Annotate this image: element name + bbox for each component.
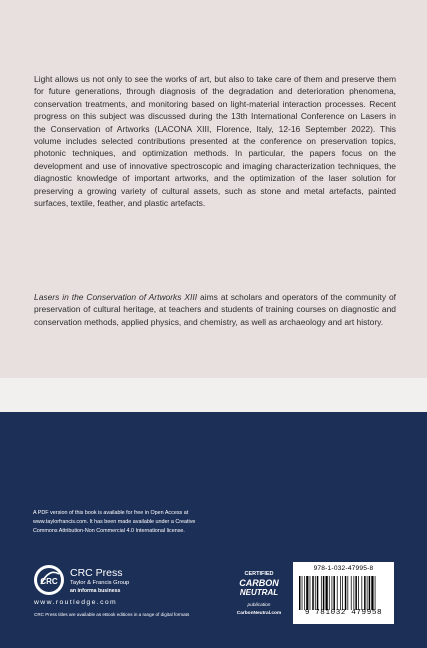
cn-publication: publication — [247, 603, 271, 608]
barcode-bars-icon — [299, 576, 388, 610]
blurb-paragraph-2 — [34, 291, 396, 328]
blurb-paragraph-2-text: aims at scholars and operators of the community of preservation of cultural heritage, at teachers and students of training courses on diagnostic and conservation methods, applied physics, and chemistry, as well as archaeology and art history. — [34, 292, 396, 327]
cn-neutral: NEUTRAL — [239, 588, 279, 597]
book-title-italic: Lasers in the Conservation of Artworks XIII — [34, 292, 198, 302]
publisher-url: www.routledge.com — [34, 599, 118, 606]
publisher-name: CRC Press — [70, 567, 123, 579]
ebook-note: CRC Press titles are available as eBook editions in a range of digital formats — [34, 612, 190, 617]
isbn-label: 978-1-032-47995-8 — [313, 565, 374, 572]
open-access-note: A PDF version of this book is available for free in Open Access at www.taylorfrancis.com. It has been made available under a Creative Commons Attribution-Non Commercial 4.0 International license. — [33, 510, 196, 534]
cn-certified: CERTIFIED — [244, 571, 274, 577]
publisher-business: an informa business — [70, 588, 121, 594]
publisher-group: Taylor & Francis Group — [70, 580, 130, 586]
crc-logo-text: CRC — [40, 577, 58, 586]
isbn-number: 9 781032 479958 — [304, 609, 383, 617]
cn-url: CarbonNeutral.com — [236, 611, 282, 616]
crc-press-logo-icon — [33, 564, 65, 596]
blurb-paragraph-1: Light allows us not only to see the works of art, but also to take care of them and preserve them for future generations, through diagnosis of the degradation and deterioration phenomena, conservation treatments, and monitoring based on light-material interaction processes. Recent progress on this subject was discussed during the 13th International Conference on Lasers in the Conservation of Artworks (LACONA XIII, Florence, Italy, 12-16 September 2022). This volume includes selected contributions presented at the conference on preservation topics, photonic techniques, and optimization methods. In particular, the papers focus on the development and use of innovative spectroscopic and imaging characterization techniques, the diagnostic knowledge of important artworks, and the optimization of the laser solution for preserving a growing variety of cultural assets, such as stone and metal artefacts, painted surfaces, textile, feather, and plastic artefacts. — [34, 74, 396, 209]
divider-stripe — [0, 378, 427, 412]
cn-carbon: CARBON — [239, 578, 279, 588]
isbn-barcode — [293, 562, 394, 624]
